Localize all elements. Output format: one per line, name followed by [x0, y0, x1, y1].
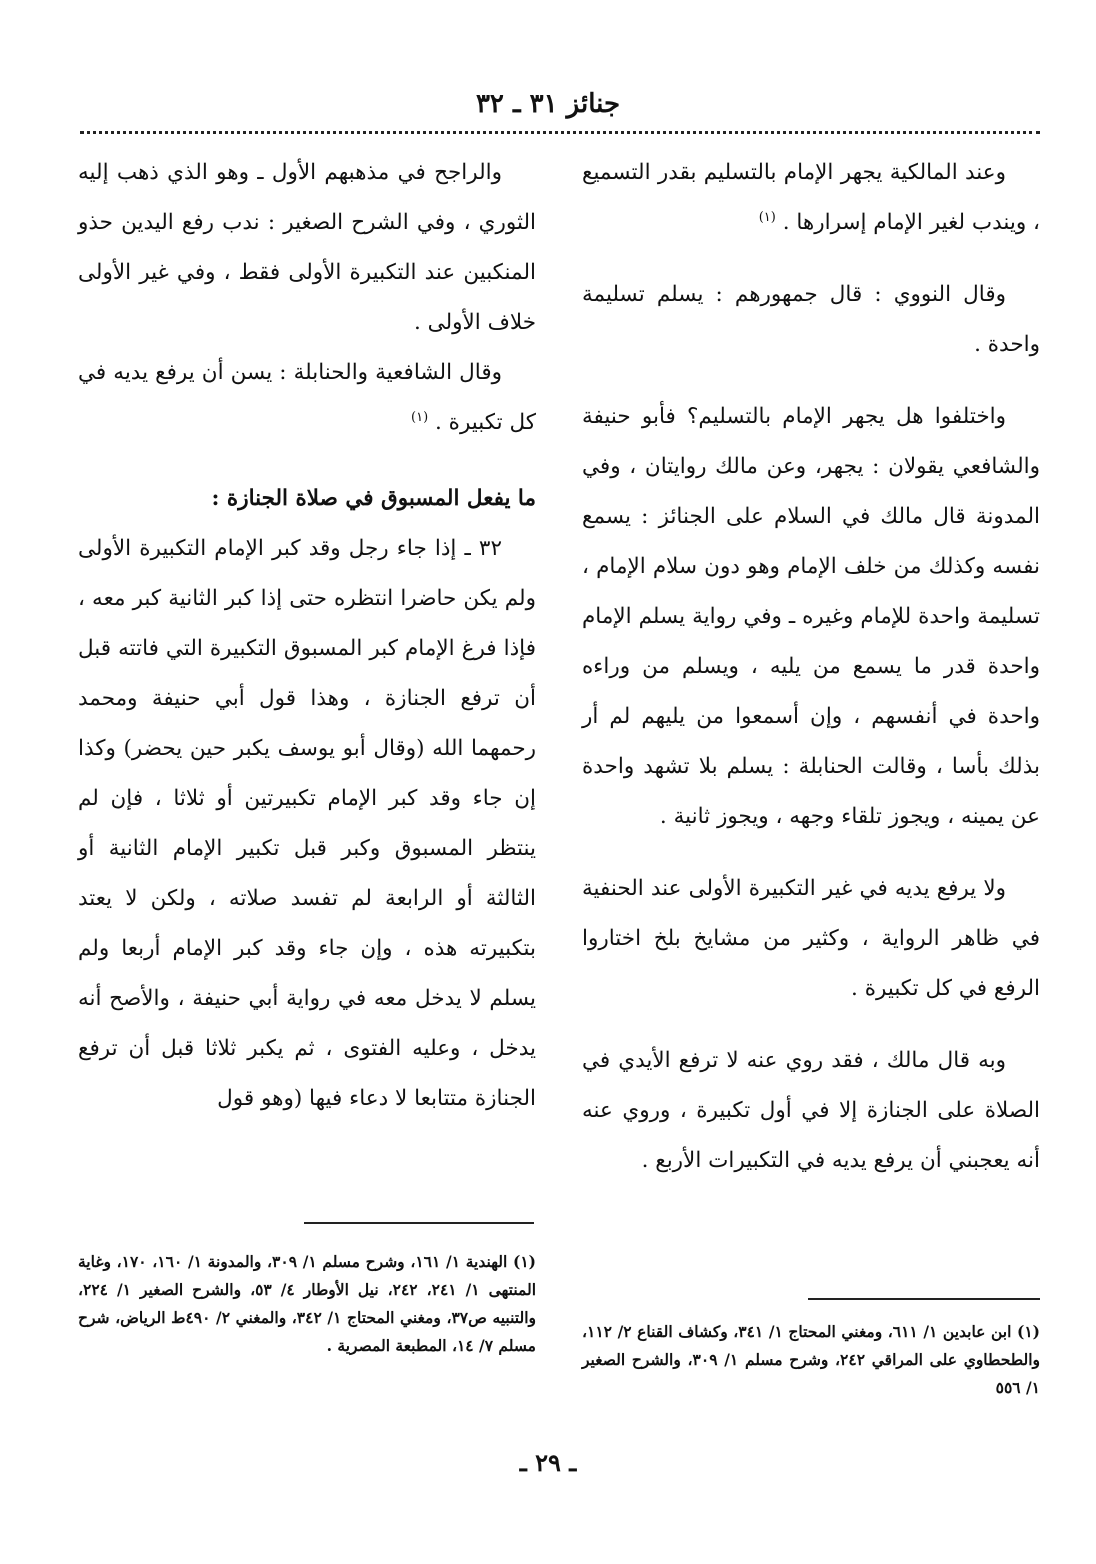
right-paragraph-5: وبه قال مالك ، فقد روي عنه لا ترفع الأيدي في الصلاة على الجنازة إلا في أول تكبيرة ، وروي عنه أنه يعجبني أن يرفع يديه في التكبيرات الأربع .: [582, 1048, 1040, 1173]
header-dotted-divider: [80, 131, 1040, 134]
footnote-divider-right: [808, 1298, 1040, 1300]
right-paragraph-4: ولا يرفع يديه في غير التكبيرة الأولى عند الحنفية في ظاهر الرواية ، وكثير من مشايخ بلخ اختاروا الرفع في كل تكبيرة .: [582, 876, 1040, 1001]
left-column: [78, 148, 536, 1124]
left-paragraph-2: [78, 348, 536, 448]
footnote-marker: (١): [411, 409, 429, 425]
page-number: ـ ٢٩ ـ: [519, 1448, 577, 1477]
footnote-marker: (١): [758, 209, 776, 225]
right-column: [582, 148, 1040, 1186]
page-header-title: جنائز ٣١ ـ ٣٢: [475, 89, 621, 119]
footnote-right: (١) ابن عابدين ١/ ٦١١، ومغني المحتاج ١/ ٣٤١، وكشاف القناع ٢/ ١١٢، والطحطاوي على المراقي ٢٤٢، وشرح مسلم ١/ ٣٠٩، والشرح الصغير ١/ ٥٥٦: [582, 1322, 1040, 1397]
right-paragraph-3: واختلفوا هل يجهر الإمام بالتسليم؟ فأبو حنيفة والشافعي يقولان : يجهر، وعن مالك روايتان ، وفي المدونة قال مالك في السلام على الجنائز : يسمع نفسه وكذلك من خلف الإمام وهو دون سلام الإمام ، تسليمة واحدة للإمام وغيره ـ وفي رواية يسلم الإمام واحدة قدر ما يسمع من يليه ، ويسلم من وراءه واحدة في أنفسهم ، وإن أسمعوا من يليهم لم أر بذلك بأسا ، وقالت الحنابلة : يسلم بلا تشهد واحدة عن يمينه ، ويجوز تلقاء وجهه ، ويجوز ثانية .: [582, 404, 1040, 829]
left-paragraph-2-text: وقال الشافعية والحنابلة : يسن أن يرفع يديه في كل تكبيرة .: [78, 360, 536, 435]
right-paragraph-1: [582, 148, 1040, 248]
footnote-divider-left: [304, 1222, 534, 1224]
section-heading: ما يفعل المسبوق في صلاة الجنازة :: [211, 486, 536, 511]
left-paragraph-1: والراجح في مذهبهم الأول ـ وهو الذي ذهب إليه الثوري ، وفي الشرح الصغير : ندب رفع اليدين حذو المنكبين عند التكبيرة الأولى فقط ، وفي غير الأولى خلاف الأولى .: [78, 160, 536, 335]
right-paragraph-2: وقال النووي : قال جمهورهم : يسلم تسليمة واحدة .: [582, 282, 1040, 357]
left-paragraph-3: ٣٢ ـ إذا جاء رجل وقد كبر الإمام التكبيرة الأولى ولم يكن حاضرا انتظره حتى إذا كبر الثانية كبر معه ، فإذا فرغ الإمام كبر المسبوق التكبيرة التي فاتته قبل أن ترفع الجنازة ، وهذا قول أبي حنيفة ومحمد رحمهما الله (وقال أبو يوسف يكبر حين يحضر) وكذا إن جاء وقد كبر الإمام تكبيرتين أو ثلاثا ، فإن لم ينتظر المسبوق وكبر قبل تكبير الإمام الثانية أو الثالثة أو الرابعة لم تفسد صلاته ، ولكن لا يعتد بتكبيرته هذه ، وإن جاء وقد كبر الإمام أربعا ولم يسلم لا يدخل معه في رواية أبي حنيفة ، والأصح أنه يدخل ، وعليه الفتوى ، ثم يكبر ثلاثا قبل أن ترفع الجنازة متتابعا لا دعاء فيها (وهو قول: [78, 536, 536, 1111]
footnote-left: (١) الهندية ١/ ١٦١، وشرح مسلم ١/ ٣٠٩، والمدونة ١/ ١٦٠، ١٧٠، وغاية المنتهى ١/ ٢٤١، ٢٤٢، نيل الأوطار ٤/ ٥٣، والشرح الصغير ١/ ٢٢٤، والتنبيه ص٣٧، ومغني المحتاج ١/ ٣٤٢، والمغني ٢/ ٤٩٠ط الرياض، شرح مسلم ٧/ ١٤، المطبعة المصرية .: [78, 1252, 537, 1355]
right-paragraph-1-text: وعند المالكية يجهر الإمام بالتسليم بقدر التسميع ، ويندب لغير الإمام إسرارها .: [582, 160, 1040, 235]
